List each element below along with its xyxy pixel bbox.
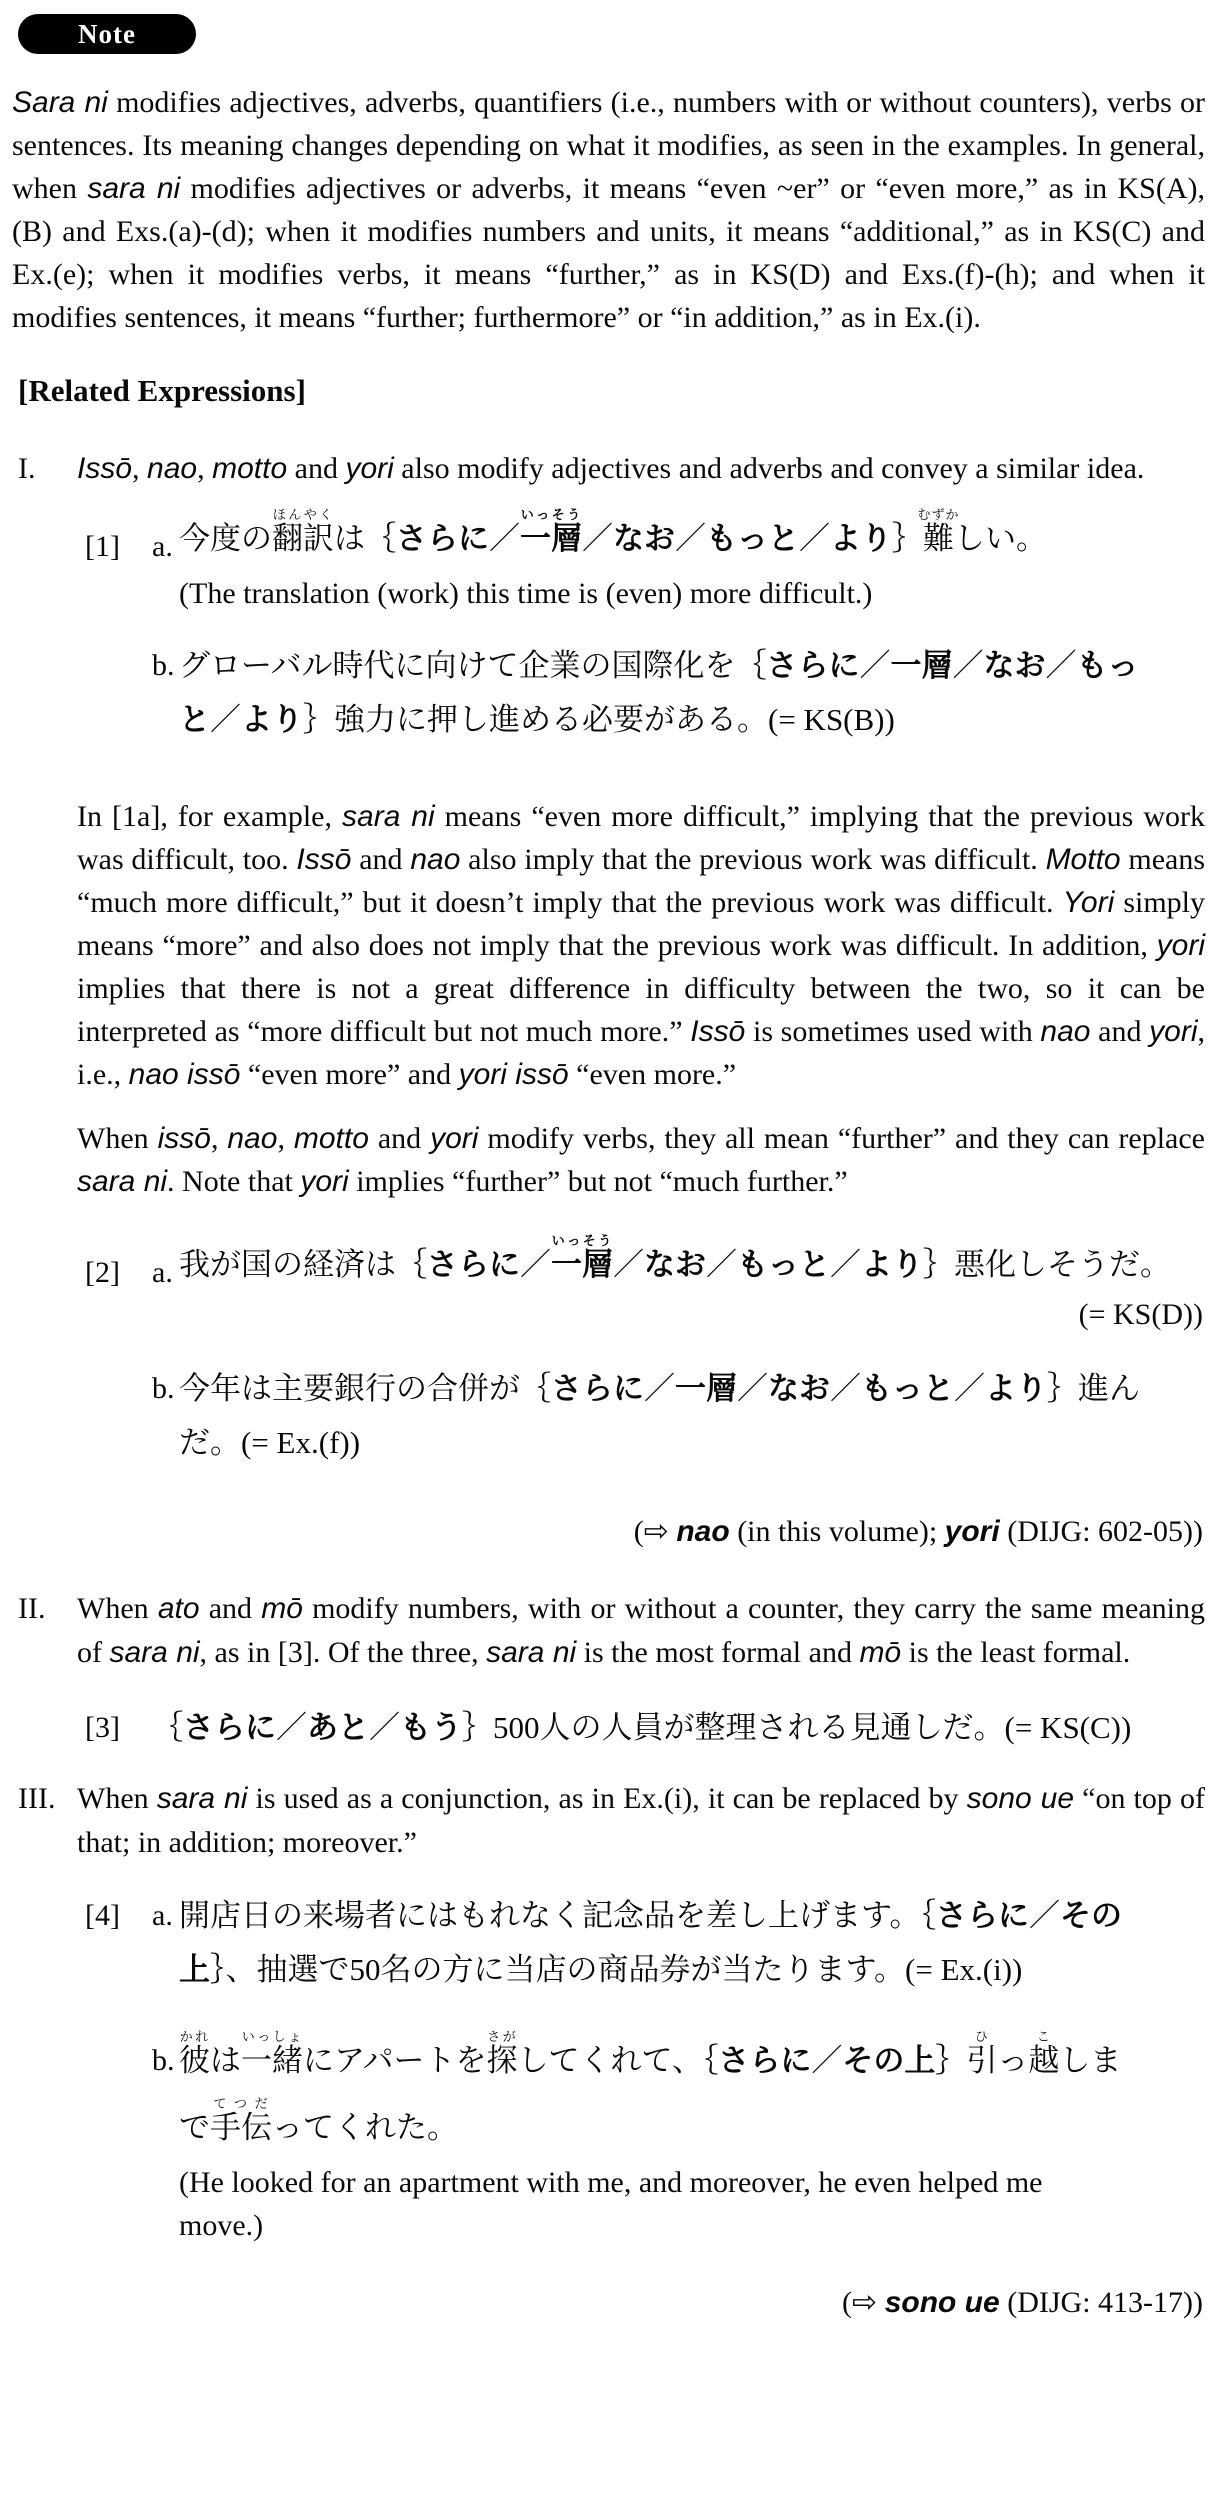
text-segment: さらに (936, 1898, 1030, 1933)
text-segment: Issō (690, 1015, 746, 1048)
text-segment: その上 (842, 2043, 936, 2078)
example-2b-content (179, 1362, 1205, 1470)
example-4a-label: a. (152, 1899, 173, 1932)
example-3-body (152, 1701, 1205, 1755)
text-segment: ｝、抽選で50名の方に当店の商品券が当たります。(= Ex.(i)) (210, 1952, 1023, 1987)
text-segment: is sometimes used with (745, 1015, 1041, 1048)
text-segment: もっと (737, 1247, 830, 1282)
ruby-base: 彼 (179, 2043, 210, 2078)
ruby-text (551, 1233, 613, 1282)
text-segment: issō (157, 1122, 211, 1155)
furigana: むずか (917, 507, 960, 522)
text-segment: ／ (675, 521, 706, 556)
section-ii-intro (77, 1587, 1205, 1675)
text-segment: ／ (952, 648, 984, 683)
text-segment: implies that there is not a great difference in difficulty between the two, so it can be interpreted as “more difficult but not much more.” (77, 972, 1205, 1048)
furigana: いっしょ (241, 2029, 303, 2044)
text-segment: ｝強力に押し進める必要がある。(= KS(B)) (303, 702, 895, 737)
ruby-base: 一層 (520, 521, 582, 556)
text-segment: 上 (179, 1952, 210, 1987)
text-segment: sara ni (109, 1636, 200, 1669)
text-segment: で (179, 2110, 210, 2145)
japanese-sentence-line (179, 1943, 1205, 1997)
note-badge (18, 14, 196, 54)
text-segment: , (132, 452, 148, 485)
note-paragraph (12, 81, 1205, 339)
text-segment: ｝ (935, 2043, 967, 2078)
text-segment: より (241, 702, 303, 737)
text-segment: ／ (644, 1371, 675, 1406)
text-segment: なお (644, 1247, 706, 1282)
text-segment: , as in [3]. Of the three, (199, 1636, 487, 1669)
example-1a-content (179, 507, 1205, 615)
text-segment: modify verbs, they all mean “further” and they can replace (478, 1122, 1205, 1155)
text-segment: sara ni (77, 1165, 168, 1198)
text-segment: sono ue (884, 2286, 1000, 2319)
section-i-intro (77, 447, 1205, 491)
furigana: さが (486, 2029, 518, 2044)
text-segment: mō (261, 1592, 303, 1625)
text-segment: ／ (830, 1371, 861, 1406)
example-1b-content (179, 639, 1205, 747)
text-segment: When (77, 1782, 157, 1815)
ruby-base: 引 (966, 2043, 998, 2078)
text-segment: (DIJG: 413-17)) (999, 2286, 1203, 2319)
ruby-text (272, 507, 334, 556)
cross-reference-line (12, 1510, 1205, 1553)
text-segment: 今度の (179, 521, 272, 556)
japanese-sentence-line (179, 507, 1205, 566)
example-1a (152, 507, 1205, 615)
example-3 (12, 1701, 1205, 1755)
example-2b (152, 1362, 1205, 1470)
text-segment: 今年は主要銀行の合併が｛ (179, 1371, 551, 1406)
text-segment: ／ (737, 1371, 768, 1406)
section-i (12, 447, 1205, 491)
text-segment: もっと (861, 1371, 954, 1406)
text-segment: and (368, 1122, 431, 1155)
text-segment: and (351, 843, 411, 876)
example-4b-content (179, 2021, 1205, 2247)
section-ii-number: II. (18, 1592, 46, 1625)
english-translation: (The translation (work) this time is (even) more difficult.) (179, 577, 873, 610)
furigana: ひ (966, 2029, 998, 2044)
text-segment: yori (944, 1515, 1000, 1548)
text-segment: だ。(= Ex.(f)) (179, 1425, 361, 1460)
text-segment: あと (307, 1710, 369, 1745)
text-segment: “even more” and (240, 1058, 459, 1091)
text-segment: also modify adjectives and adverbs and convey a similar idea. (393, 452, 1145, 485)
example-2a-label: a. (152, 1256, 173, 1289)
example-2-body (152, 1233, 1205, 1470)
text-segment: and (199, 1592, 262, 1625)
text-segment: nao (410, 843, 461, 876)
text-segment: sono ue (966, 1782, 1075, 1815)
text-segment: もっと (706, 521, 799, 556)
text-segment: ／ (210, 702, 241, 737)
text-segment: is the most formal and (576, 1636, 860, 1669)
text-segment: motto (293, 1122, 369, 1155)
text-segment: さらに (766, 648, 860, 683)
text-segment: simply means “more” and also does not imply that the previous work was difficult. In addition, (77, 886, 1205, 962)
text-segment: nao (676, 1515, 730, 1548)
text-segment: also imply that the previous work was difficult. (460, 843, 1046, 876)
example-2a (152, 1233, 1205, 1338)
text-segment: もっ (1076, 648, 1139, 683)
text-segment: なお (983, 648, 1046, 683)
text-segment: 一層 (675, 1371, 737, 1406)
text-segment: しま (1059, 2043, 1122, 2078)
furigana: ほんやく (272, 507, 334, 522)
text-segment: 我が国の経済は｛ (179, 1247, 427, 1282)
text-segment: してくれて、｛ (517, 2043, 719, 2078)
ruby-text (486, 2029, 518, 2078)
text-segment: 一層 (890, 648, 953, 683)
ruby-text (241, 2029, 303, 2078)
text-segment: means “much more difficult,” but it doesn’t imply that the previous work was difficult. (77, 843, 1206, 919)
text-segment: しい。 (954, 521, 1047, 556)
text-segment: is used as a conjunction, as in Ex.(i), it can be replaced by (247, 1782, 967, 1815)
section-iii-number: III. (18, 1782, 56, 1815)
section-i-number: I. (18, 452, 36, 485)
section-iii-intro (77, 1777, 1205, 1865)
example-2b-label: b. (152, 1372, 175, 1405)
text-segment: yori (300, 1165, 349, 1198)
text-segment: yori issō (458, 1058, 569, 1091)
example-4b (152, 2021, 1205, 2247)
comparison-paragraph (77, 795, 1205, 1096)
ruby-text (966, 2029, 998, 2078)
text-segment: yori (430, 1122, 479, 1155)
text-segment: さらに (551, 1371, 644, 1406)
ruby-text (1028, 2029, 1060, 2078)
text-segment: , i.e., (77, 1015, 1206, 1091)
japanese-sentence-line (179, 1362, 1205, 1416)
text-segment: yori (345, 452, 394, 485)
text-segment: グローバル時代に向けて企業の国際化を｛ (179, 648, 767, 683)
text-segment: sara ni (156, 1782, 248, 1815)
text-segment: なお (613, 521, 675, 556)
text-segment: さらに (718, 2043, 812, 2078)
japanese-sentence-line (179, 639, 1205, 693)
example-1b-label: b. (152, 649, 175, 682)
text-segment: っ (997, 2043, 1029, 2078)
text-segment: , (277, 1122, 294, 1155)
text-segment: ｝進ん (1047, 1371, 1140, 1406)
japanese-sentence-line (152, 1701, 1205, 1755)
text-segment: and (1090, 1015, 1150, 1048)
furigana: てつだ (210, 2096, 272, 2111)
text-segment: 開店日の来場者にはもれなく記念品を差し上げます。｛ (179, 1898, 937, 1933)
text-segment: ／ (276, 1710, 307, 1745)
text-segment: “even more.” (568, 1058, 737, 1091)
text-segment: means “even more difficult,” implying that the previous work was difficult, too. (77, 800, 1205, 876)
text-segment: , (197, 452, 213, 485)
text-segment: motto (212, 452, 288, 485)
text-segment: その (1060, 1898, 1123, 1933)
ruby-base: 手伝 (210, 2110, 272, 2145)
text-segment: modify numbers, with or without a counter, they carry the same meaning of (77, 1592, 1205, 1669)
text-segment: より (985, 1371, 1047, 1406)
text-segment: ／ (520, 1247, 551, 1282)
text-segment: modifies adjectives, adverbs, quantifiers (i.e., numbers with or without counters), verbs or sentences. Its meaning changes depending on what it modifies, as seen in the examples. In general, when (12, 86, 1206, 205)
text-segment: ｛ (152, 1710, 183, 1745)
text-segment: ／ (582, 521, 613, 556)
text-segment: Issō (296, 843, 352, 876)
text-segment (877, 2286, 885, 2319)
example-4a-content (179, 1889, 1205, 1997)
text-segment: さらに (396, 521, 489, 556)
text-segment: sara ni (486, 1636, 577, 1669)
text-segment: ／ (830, 1247, 861, 1282)
text-segment: ／ (954, 1371, 985, 1406)
text-segment: ato (157, 1592, 200, 1625)
text-segment: sara ni (87, 172, 181, 205)
text-segment: は｛ (334, 521, 396, 556)
text-segment: nao issō (128, 1058, 241, 1091)
ruby-base: 一緒 (241, 2043, 303, 2078)
text-segment: (DIJG: 602-05)) (999, 1515, 1203, 1548)
japanese-sentence-line (179, 1889, 1205, 1943)
text-segment: yori (1149, 1015, 1198, 1048)
text-segment: ／ (369, 1710, 400, 1745)
example-2-number: [2] (85, 1256, 120, 1289)
text-segment: ／ (1029, 1898, 1061, 1933)
text-segment: ／ (811, 2043, 843, 2078)
related-expressions-heading: [Related Expressions] (18, 373, 306, 408)
text-segment: ｝悪化しそうだ。 (923, 1247, 1171, 1282)
text-segment: (in this volume); (729, 1515, 945, 1548)
text-segment: ／ (859, 648, 891, 683)
ruby-text (210, 2096, 272, 2145)
text-segment: さらに (427, 1247, 520, 1282)
example-2a-content (179, 1233, 1205, 1338)
text-segment: implies “further” but not “much further.” (348, 1165, 848, 1198)
text-segment: ってくれた。 (272, 2110, 458, 2145)
text-segment: なお (768, 1371, 830, 1406)
text-segment: ｝500人の人員が整理される見通しだ。(= KS(C)) (462, 1710, 1132, 1745)
text-segment: “on top of that; in addition; moreover.” (77, 1782, 1205, 1859)
japanese-sentence-line (179, 693, 1205, 747)
text-segment: modifies adjectives or adverbs, it means “even ~er” or “even more,” as in KS(A), (B) and Exs.(a)-(d); when it modifies numbers and units, it means “additional,” as in KS(C) and Ex.(e); when it modifies verbs, it means “further,” as in KS(D) and Exs.(f)-(h); and when it modifies sentences, it means “further; furthermore” or “in addition,” as in Ex.(i). (12, 172, 1205, 334)
text-segment: ／ (613, 1247, 644, 1282)
section-iii (12, 1777, 1205, 1865)
ruby-text (917, 507, 960, 556)
example-4a (152, 1889, 1205, 1997)
example-4b-label: b. (152, 2044, 175, 2077)
example-2 (12, 1233, 1205, 1470)
text-segment: Issō (77, 452, 133, 485)
japanese-sentence-line (179, 2088, 1205, 2155)
text-segment: ｝ (892, 521, 923, 556)
text-segment: にアパートを (303, 2043, 487, 2078)
cross-reference-line-2 (12, 2281, 1205, 2324)
example-4-number: [4] (85, 1899, 120, 1932)
text-segment: mō (859, 1636, 902, 1669)
example-1-body (152, 507, 1205, 747)
ruby-text (179, 2029, 210, 2078)
text-segment: より (861, 1247, 923, 1282)
text-segment: ／ (1045, 648, 1077, 683)
ruby-base: 探 (486, 2043, 518, 2078)
text-segment: nao (227, 1122, 278, 1155)
japanese-sentence-line (179, 1416, 1205, 1470)
furigana: かれ (179, 2029, 210, 2044)
text-segment: is the least formal. (901, 1636, 1131, 1669)
text-segment: . Note that (167, 1165, 301, 1198)
verbs-paragraph (77, 1117, 1205, 1203)
section-ii (12, 1587, 1205, 1675)
cross-reference-arrow-icon: ⇨ (852, 2285, 878, 2320)
text-segment: When (77, 1592, 158, 1625)
furigana: いっそう (551, 1233, 613, 1248)
text-segment: nao (1040, 1015, 1091, 1048)
text-segment: Motto (1045, 843, 1121, 876)
text-segment: and (287, 452, 346, 485)
text-segment: yori (1156, 929, 1205, 962)
example-4 (12, 1889, 1205, 2247)
text-segment: ／ (706, 1247, 737, 1282)
furigana: こ (1028, 2029, 1060, 2044)
ruby-base: 難 (917, 521, 960, 556)
furigana: いっそう (520, 507, 582, 522)
text-segment: In [1a], for example, (77, 800, 343, 833)
source-reference: (= KS(D)) (1078, 1298, 1203, 1331)
japanese-sentence-line (179, 1233, 1205, 1292)
ruby-text (520, 507, 582, 556)
text-segment: ／ (799, 521, 830, 556)
text-segment: より (830, 521, 892, 556)
english-translation: (He looked for an apartment with me, and moreover, he even helped me move.) (179, 2166, 1043, 2242)
text-segment: , (210, 1122, 228, 1155)
text-segment: ( (842, 2286, 853, 2319)
example-1b (152, 639, 1205, 747)
japanese-sentence-line (179, 2021, 1205, 2088)
example-1 (12, 507, 1205, 747)
example-4-body (152, 1889, 1205, 2247)
text-segment: ／ (489, 521, 520, 556)
text-segment: もう (400, 1710, 462, 1745)
example-1-number: [1] (85, 530, 120, 563)
text-segment: Sara ni (12, 86, 108, 119)
ruby-base: 翻訳 (272, 521, 334, 556)
example-3-number: [3] (85, 1711, 120, 1744)
text-segment: sara ni (342, 800, 435, 833)
text-segment: When (77, 1122, 158, 1155)
text-segment: は (210, 2043, 241, 2078)
note-badge-label: Note (78, 18, 136, 49)
text-segment: と (179, 702, 210, 737)
ruby-base: 一層 (551, 1247, 613, 1282)
example-1a-label: a. (152, 530, 173, 563)
ruby-base: 越 (1028, 2043, 1060, 2078)
text-segment: ( (633, 1515, 644, 1548)
text-segment: さらに (183, 1710, 276, 1745)
text-segment: nao (147, 452, 198, 485)
cross-reference-arrow-icon: ⇨ (643, 1514, 669, 1549)
text-segment: Yori (1062, 886, 1115, 919)
